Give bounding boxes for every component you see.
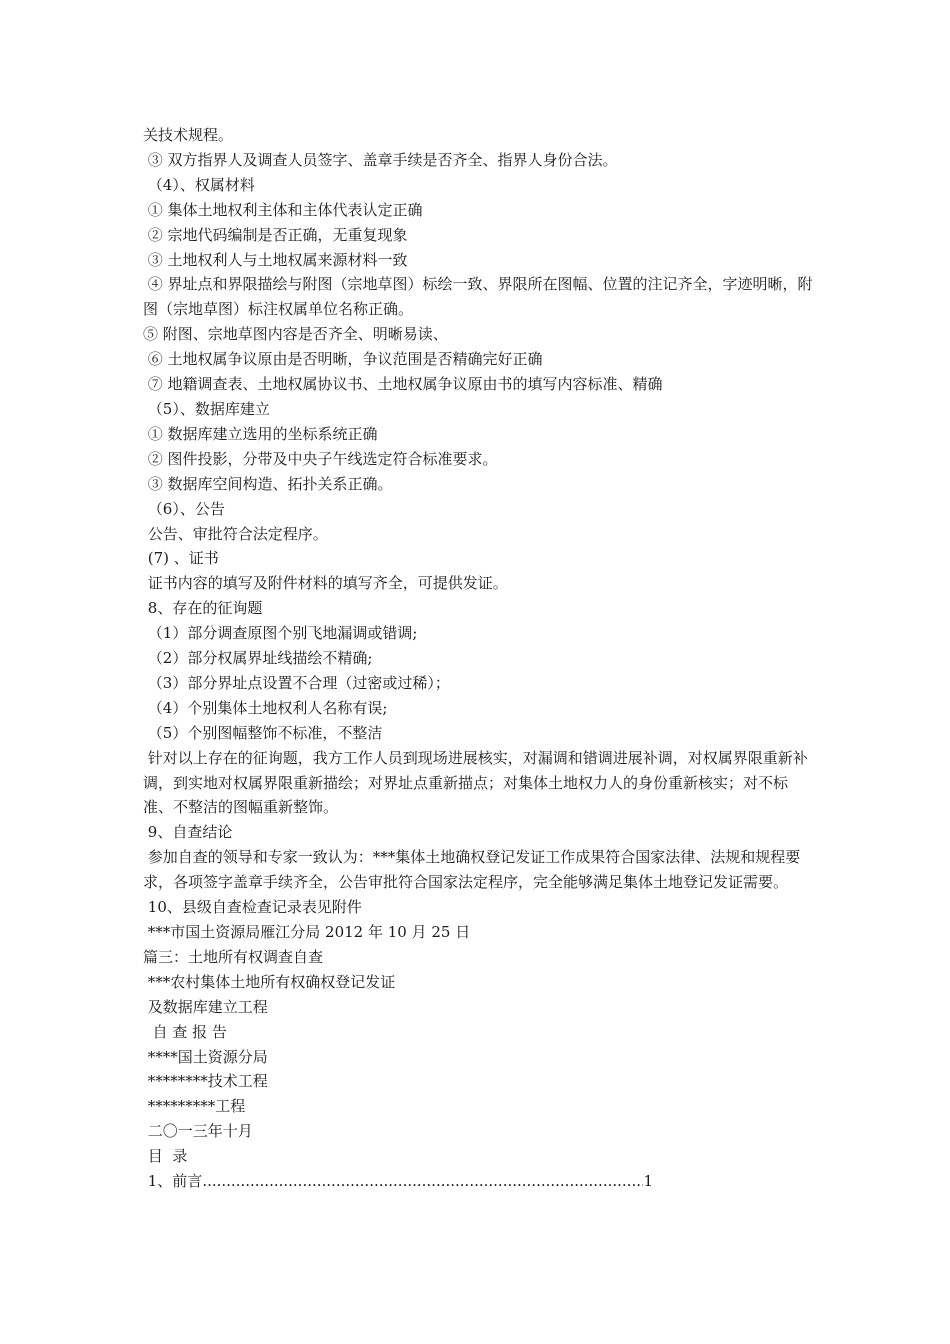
text-line: ③ 数据库空间构造、拓扑关系正确。 [143, 474, 393, 493]
section-heading: 10、县级自查检查记录表见附件 [143, 898, 362, 917]
section-heading: 8、存在的征询题 [143, 599, 263, 618]
text-paragraph: 参加自查的领导和专家一致认为：***集体土地确权登记发证工作成果符合国家法律、法规和规程要求，各项签字盖章手续齐全，公告审批符合国家法定程序，完全能够满足集体土地登记发证需要。 [143, 848, 801, 892]
text-line: ② 图件投影，分带及中央子午线选定符合标准要求。 [143, 449, 498, 468]
text-paragraph: ④ 界址点和界限描绘与附图（宗地草图）标绘一致、界限所在图幅、位置的注记齐全，字迹明晰，附图（宗地草图）标注权属单位名称正确。 [143, 275, 813, 319]
toc-entry [143, 1169, 653, 1194]
cover-org: *********工程 [143, 1097, 246, 1116]
list-item: （2）部分权属界址线描绘不精确; [143, 649, 373, 668]
section-heading: 9、自查结论 [143, 823, 233, 842]
section-heading: （5）、数据库建立 [143, 399, 270, 418]
cover-date: 二〇一三年十月 [143, 1122, 253, 1141]
text-line: ⑤ 附图、宗地草图内容是否齐全、明晰易读、 [143, 325, 448, 344]
cover-title: 自 查 报 告 [143, 1022, 227, 1041]
text-line: ⑦ 地籍调查表、土地权属协议书、土地权属争议原由书的填写内容标准、精确 [143, 375, 663, 394]
cover-org: ********技术工程 [143, 1072, 268, 1091]
text-line: ② 宗地代码编制是否正确，无重复现象 [143, 225, 408, 244]
toc-heading: 目 录 [143, 1147, 188, 1166]
text-line: ③ 土地权利人与土地权属来源材料一致 [143, 250, 408, 269]
text-line: ⑥ 土地权属争议原由是否明晰，争议范围是否精确完好正确 [143, 350, 543, 369]
cover-title: ***农村集体土地所有权确权登记发证 [143, 972, 396, 991]
text-line: ① 数据库建立选用的坐标系统正确 [143, 424, 378, 443]
text-line: ① 集体土地权利主体和主体代表认定正确 [143, 200, 423, 219]
text-line: 关技术规程。 [143, 126, 234, 144]
toc-entry-page: 1 [643, 1172, 653, 1191]
cover-title: 及数据库建立工程 [143, 997, 268, 1016]
list-item: （3）部分界址点设置不合理（过密或过稀）； [143, 673, 450, 692]
text-line: 公告、审批符合法定程序。 [143, 524, 328, 543]
text-line: ③ 双方指界人及调查人员签字、盖章手续是否齐全、指界人身份合法。 [143, 150, 618, 169]
toc-entry-title: 1、前言 [143, 1172, 203, 1191]
signature-line: ***市国土资源局雁江分局 2012 年 10 月 25 日 [143, 923, 471, 941]
text-paragraph: 针对以上存在的征询题，我方工作人员到现场进展核实，对漏调和错调进展补调，对权属界限重新补调，到实地对权属界限重新描绘；对界址点重新描点；对集体土地权力人的身份重新核实；对不标准、不整洁的图幅重新整饰。 [143, 748, 808, 817]
document-page [143, 123, 813, 1194]
chapter-heading: 篇三：土地所有权调查自查 [143, 947, 324, 966]
text-line: 证书内容的填写及附件材料的填写齐全，可提供发证。 [143, 574, 508, 593]
list-item: （1）部分调查原图个别飞地漏调或错调; [143, 624, 418, 643]
list-item: （5）个别图幅整饰不标准，不整洁 [143, 723, 383, 742]
list-item: （4）个别集体土地权利人名称有误; [143, 698, 388, 717]
section-heading: （6）、公告 [143, 499, 225, 518]
cover-org: ****国土资源分局 [143, 1047, 268, 1066]
section-heading: （4）、权属材料 [143, 175, 255, 194]
section-heading: (7) 、证书 [143, 549, 219, 568]
toc-leader-dots [202, 1169, 643, 1194]
